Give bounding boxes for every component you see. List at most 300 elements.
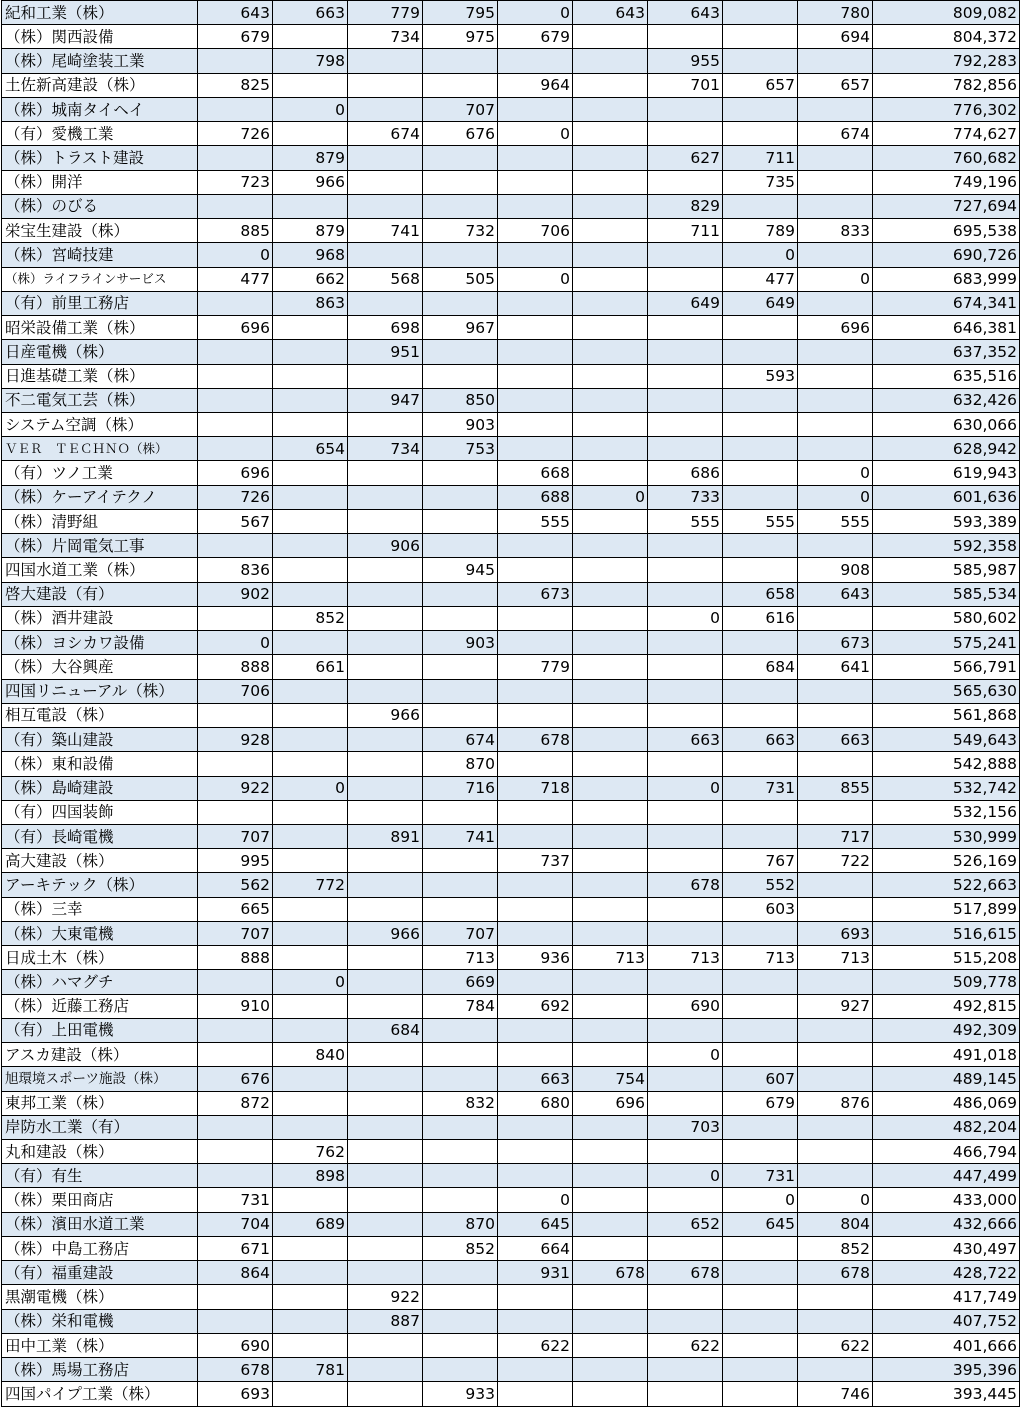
score-cell (723, 1140, 798, 1164)
score-cell: 713 (423, 946, 498, 970)
total-cell: 628,942 (873, 437, 1020, 461)
score-cell (573, 631, 648, 655)
score-cell (648, 800, 723, 824)
score-cell: 0 (648, 606, 723, 630)
table-row (2, 752, 1020, 776)
score-cell (273, 897, 348, 921)
score-cell (498, 97, 573, 121)
company-name-cell: （有）前里工務店 (2, 291, 198, 315)
score-cell: 707 (423, 921, 498, 945)
score-cell: 674 (798, 122, 873, 146)
score-cell (648, 1358, 723, 1382)
score-cell: 903 (423, 631, 498, 655)
table-row (2, 970, 1020, 994)
total-cell: 395,396 (873, 1358, 1020, 1382)
score-cell: 693 (198, 1382, 273, 1406)
score-cell (273, 122, 348, 146)
score-cell: 832 (423, 1091, 498, 1115)
score-cell: 703 (648, 1115, 723, 1139)
score-cell (273, 485, 348, 509)
score-cell: 661 (273, 655, 348, 679)
table-row (2, 1115, 1020, 1139)
score-cell: 622 (498, 1333, 573, 1357)
score-cell: 718 (498, 776, 573, 800)
score-cell (273, 364, 348, 388)
score-cell (348, 243, 423, 267)
score-cell: 678 (498, 728, 573, 752)
score-cell (498, 824, 573, 848)
score-cell: 995 (198, 849, 273, 873)
score-cell: 643 (573, 1, 648, 25)
score-cell (798, 388, 873, 412)
score-cell (798, 752, 873, 776)
score-cell (273, 946, 348, 970)
score-cell (723, 485, 798, 509)
score-cell: 707 (198, 921, 273, 945)
score-cell: 726 (198, 485, 273, 509)
table-row (2, 606, 1020, 630)
total-cell: 565,630 (873, 679, 1020, 703)
score-cell: 870 (423, 752, 498, 776)
score-cell: 717 (798, 824, 873, 848)
score-cell (498, 800, 573, 824)
score-cell: 690 (198, 1333, 273, 1357)
score-cell (573, 1043, 648, 1067)
score-cell (498, 631, 573, 655)
score-cell: 723 (198, 170, 273, 194)
score-cell: 966 (348, 921, 423, 945)
score-cell (573, 752, 648, 776)
table-row (2, 1043, 1020, 1067)
score-cell (273, 194, 348, 218)
score-cell (573, 412, 648, 436)
score-cell (198, 388, 273, 412)
score-cell: 879 (273, 219, 348, 243)
score-cell (198, 437, 273, 461)
score-cell: 678 (573, 1261, 648, 1285)
score-cell: 663 (498, 1067, 573, 1091)
results-table (1, 0, 1020, 1407)
score-cell: 664 (498, 1236, 573, 1260)
score-cell (573, 461, 648, 485)
score-cell: 964 (498, 73, 573, 97)
score-cell (348, 1382, 423, 1406)
company-name-cell: 東邦工業（株） (2, 1091, 198, 1115)
score-cell (573, 703, 648, 727)
score-cell: 668 (498, 461, 573, 485)
table-row (2, 1212, 1020, 1236)
score-cell (498, 1164, 573, 1188)
score-cell (573, 970, 648, 994)
score-cell (348, 170, 423, 194)
score-cell (573, 534, 648, 558)
company-name-cell: （有）愛機工業 (2, 122, 198, 146)
score-cell (423, 194, 498, 218)
score-cell (573, 1188, 648, 1212)
total-cell: 727,694 (873, 194, 1020, 218)
company-name-cell: （株）のびる (2, 194, 198, 218)
score-cell: 910 (198, 994, 273, 1018)
score-cell (348, 970, 423, 994)
score-cell (648, 122, 723, 146)
score-cell (273, 461, 348, 485)
score-cell: 753 (423, 437, 498, 461)
score-cell (648, 364, 723, 388)
score-cell (498, 364, 573, 388)
score-cell: 0 (498, 1188, 573, 1212)
score-cell (423, 1285, 498, 1309)
score-cell: 741 (423, 824, 498, 848)
total-cell: 782,856 (873, 73, 1020, 97)
total-cell: 760,682 (873, 146, 1020, 170)
total-cell: 393,445 (873, 1382, 1020, 1406)
total-cell: 695,538 (873, 219, 1020, 243)
score-cell (798, 970, 873, 994)
score-cell: 693 (798, 921, 873, 945)
score-cell: 0 (798, 485, 873, 509)
table-row (2, 1382, 1020, 1406)
score-cell (573, 849, 648, 873)
score-cell (498, 970, 573, 994)
score-cell: 676 (423, 122, 498, 146)
score-cell (648, 970, 723, 994)
score-cell: 643 (648, 1, 723, 25)
score-cell (648, 655, 723, 679)
score-cell (423, 534, 498, 558)
score-cell: 562 (198, 873, 273, 897)
company-name-cell: （株）中島工務店 (2, 1236, 198, 1260)
score-cell (348, 194, 423, 218)
table-row (2, 243, 1020, 267)
company-name-cell: 日進基礎工業（株） (2, 364, 198, 388)
score-cell (198, 146, 273, 170)
table-row (2, 1261, 1020, 1285)
company-name-cell: 岸防水工業（有） (2, 1115, 198, 1139)
score-cell: 713 (573, 946, 648, 970)
score-cell (348, 364, 423, 388)
score-cell: 696 (798, 316, 873, 340)
score-cell: 968 (273, 243, 348, 267)
total-cell: 646,381 (873, 316, 1020, 340)
score-cell: 933 (423, 1382, 498, 1406)
company-name-cell: アスカ建設（株） (2, 1043, 198, 1067)
score-cell: 701 (648, 73, 723, 97)
score-cell (573, 219, 648, 243)
company-name-cell: 啓大建設（有） (2, 582, 198, 606)
score-cell (423, 461, 498, 485)
score-cell (348, 485, 423, 509)
score-cell: 722 (798, 849, 873, 873)
score-cell (573, 316, 648, 340)
table-row (2, 1140, 1020, 1164)
score-cell (423, 1067, 498, 1091)
score-cell (498, 1140, 573, 1164)
table-row (2, 509, 1020, 533)
table-row (2, 631, 1020, 655)
company-name-cell: （株）濱田水道工業 (2, 1212, 198, 1236)
score-cell: 696 (573, 1091, 648, 1115)
score-cell (498, 194, 573, 218)
score-cell: 711 (648, 219, 723, 243)
table-row (2, 1164, 1020, 1188)
score-cell (423, 1358, 498, 1382)
score-cell (723, 558, 798, 582)
score-cell (573, 824, 648, 848)
score-cell (573, 170, 648, 194)
score-cell (423, 1261, 498, 1285)
score-cell (348, 461, 423, 485)
company-name-cell: 栄宝生建設（株） (2, 219, 198, 243)
score-cell: 707 (198, 824, 273, 848)
score-cell (348, 849, 423, 873)
score-cell: 696 (198, 316, 273, 340)
score-cell (273, 25, 348, 49)
score-cell (348, 97, 423, 121)
score-cell: 0 (798, 461, 873, 485)
table-row (2, 122, 1020, 146)
score-cell: 902 (198, 582, 273, 606)
score-cell (423, 291, 498, 315)
score-cell (273, 1236, 348, 1260)
score-cell (348, 1043, 423, 1067)
score-cell (348, 994, 423, 1018)
score-cell: 833 (798, 219, 873, 243)
company-name-cell: （株）栗田商店 (2, 1188, 198, 1212)
company-name-cell: システム空調（株） (2, 412, 198, 436)
score-cell: 733 (648, 485, 723, 509)
company-name-cell: 紀和工業（株） (2, 1, 198, 25)
score-cell (723, 994, 798, 1018)
score-cell (198, 1285, 273, 1309)
score-cell (798, 873, 873, 897)
score-cell (498, 921, 573, 945)
score-cell (273, 340, 348, 364)
table-row (2, 582, 1020, 606)
score-cell: 652 (648, 1212, 723, 1236)
total-cell: 549,643 (873, 728, 1020, 752)
total-cell: 509,778 (873, 970, 1020, 994)
score-cell: 678 (648, 1261, 723, 1285)
score-cell: 780 (798, 1, 873, 25)
score-cell: 0 (648, 1164, 723, 1188)
company-name-cell: （株）栄和電機 (2, 1309, 198, 1333)
score-cell (198, 364, 273, 388)
score-cell (348, 946, 423, 970)
company-name-cell: （有）築山建設 (2, 728, 198, 752)
score-cell (798, 1140, 873, 1164)
company-name-cell: 丸和建設（株） (2, 1140, 198, 1164)
score-cell (198, 703, 273, 727)
score-cell: 855 (798, 776, 873, 800)
company-name-cell: （株）開洋 (2, 170, 198, 194)
score-cell (723, 534, 798, 558)
score-cell: 684 (723, 655, 798, 679)
score-cell (498, 897, 573, 921)
score-cell: 568 (348, 267, 423, 291)
score-cell (273, 728, 348, 752)
company-name-cell: 高大建設（株） (2, 849, 198, 873)
score-cell: 627 (648, 146, 723, 170)
score-cell (648, 412, 723, 436)
score-cell (573, 509, 648, 533)
score-cell: 555 (498, 509, 573, 533)
score-cell: 734 (348, 437, 423, 461)
company-name-cell: （株）トラスト建設 (2, 146, 198, 170)
total-cell: 515,208 (873, 946, 1020, 970)
score-cell (648, 1236, 723, 1260)
score-cell (498, 243, 573, 267)
total-cell: 433,000 (873, 1188, 1020, 1212)
table-row (2, 1067, 1020, 1091)
score-cell (648, 243, 723, 267)
score-cell: 906 (348, 534, 423, 558)
company-name-cell: 不二電気工芸（株） (2, 388, 198, 412)
score-cell: 505 (423, 267, 498, 291)
score-cell: 713 (648, 946, 723, 970)
score-cell: 692 (498, 994, 573, 1018)
score-cell (348, 606, 423, 630)
score-cell (273, 1309, 348, 1333)
score-cell (273, 1115, 348, 1139)
score-cell (198, 800, 273, 824)
score-cell (348, 679, 423, 703)
score-cell (348, 1333, 423, 1357)
score-cell (198, 534, 273, 558)
score-cell (498, 558, 573, 582)
score-cell: 0 (273, 97, 348, 121)
score-cell: 735 (723, 170, 798, 194)
table-row (2, 776, 1020, 800)
score-cell: 658 (723, 582, 798, 606)
score-cell: 779 (348, 1, 423, 25)
total-cell: 619,943 (873, 461, 1020, 485)
score-cell (273, 631, 348, 655)
score-cell (273, 412, 348, 436)
company-name-cell: （株）ヨシカワ設備 (2, 631, 198, 655)
company-name-cell: （有）長崎電機 (2, 824, 198, 848)
score-cell (648, 752, 723, 776)
table-row (2, 1188, 1020, 1212)
score-cell (198, 291, 273, 315)
total-cell: 516,615 (873, 921, 1020, 945)
score-cell (648, 1018, 723, 1042)
score-cell: 706 (498, 219, 573, 243)
score-cell (573, 655, 648, 679)
score-cell (723, 1018, 798, 1042)
score-cell (423, 1043, 498, 1067)
table-row (2, 897, 1020, 921)
company-name-cell: 四国パイプ工業（株） (2, 1382, 198, 1406)
score-cell: 696 (198, 461, 273, 485)
company-name-cell: （株）片岡電気工事 (2, 534, 198, 558)
score-cell: 622 (648, 1333, 723, 1357)
score-cell (273, 316, 348, 340)
total-cell: 683,999 (873, 267, 1020, 291)
score-cell (573, 897, 648, 921)
score-cell: 713 (798, 946, 873, 970)
score-cell: 654 (273, 437, 348, 461)
score-cell: 555 (798, 509, 873, 533)
total-cell: 466,794 (873, 1140, 1020, 1164)
score-cell: 649 (648, 291, 723, 315)
table-row (2, 679, 1020, 703)
score-cell (198, 412, 273, 436)
score-cell (573, 921, 648, 945)
total-cell: 601,636 (873, 485, 1020, 509)
score-cell (273, 73, 348, 97)
score-cell: 663 (273, 1, 348, 25)
table-row (2, 849, 1020, 873)
score-cell (348, 73, 423, 97)
total-cell: 804,372 (873, 25, 1020, 49)
score-cell: 781 (273, 1358, 348, 1382)
score-cell (498, 388, 573, 412)
score-cell: 694 (798, 25, 873, 49)
score-cell (798, 1043, 873, 1067)
company-name-cell: （株）馬場工務店 (2, 1358, 198, 1382)
score-cell (423, 1018, 498, 1042)
score-cell: 887 (348, 1309, 423, 1333)
total-cell: 532,742 (873, 776, 1020, 800)
score-cell (273, 994, 348, 1018)
score-cell (348, 291, 423, 315)
score-cell (423, 485, 498, 509)
score-cell (723, 49, 798, 73)
score-cell: 850 (423, 388, 498, 412)
score-cell: 0 (573, 485, 648, 509)
table-row (2, 1236, 1020, 1260)
score-cell (798, 1358, 873, 1382)
score-cell (648, 534, 723, 558)
score-cell: 649 (723, 291, 798, 315)
score-cell: 798 (273, 49, 348, 73)
score-cell (423, 340, 498, 364)
score-cell: 643 (798, 582, 873, 606)
score-cell: 669 (423, 970, 498, 994)
score-cell: 951 (348, 340, 423, 364)
score-cell (348, 1091, 423, 1115)
score-cell (198, 752, 273, 776)
score-cell (423, 1140, 498, 1164)
score-cell (423, 1115, 498, 1139)
score-cell (573, 1140, 648, 1164)
score-cell (273, 1285, 348, 1309)
score-cell: 0 (198, 243, 273, 267)
score-cell (498, 437, 573, 461)
score-cell (648, 1285, 723, 1309)
score-cell (648, 897, 723, 921)
table-row (2, 1, 1020, 25)
score-cell (498, 679, 573, 703)
score-cell: 665 (198, 897, 273, 921)
score-cell: 689 (273, 1212, 348, 1236)
score-cell: 872 (198, 1091, 273, 1115)
score-cell (198, 1115, 273, 1139)
score-cell: 0 (273, 970, 348, 994)
score-cell: 0 (648, 1043, 723, 1067)
score-cell: 879 (273, 146, 348, 170)
score-cell (198, 194, 273, 218)
company-name-cell: 田中工業（株） (2, 1333, 198, 1357)
score-cell (423, 849, 498, 873)
score-cell (648, 1067, 723, 1091)
score-cell (723, 752, 798, 776)
score-cell (798, 800, 873, 824)
score-cell (573, 1115, 648, 1139)
score-cell (648, 1309, 723, 1333)
score-cell: 0 (723, 1188, 798, 1212)
score-cell (723, 1309, 798, 1333)
